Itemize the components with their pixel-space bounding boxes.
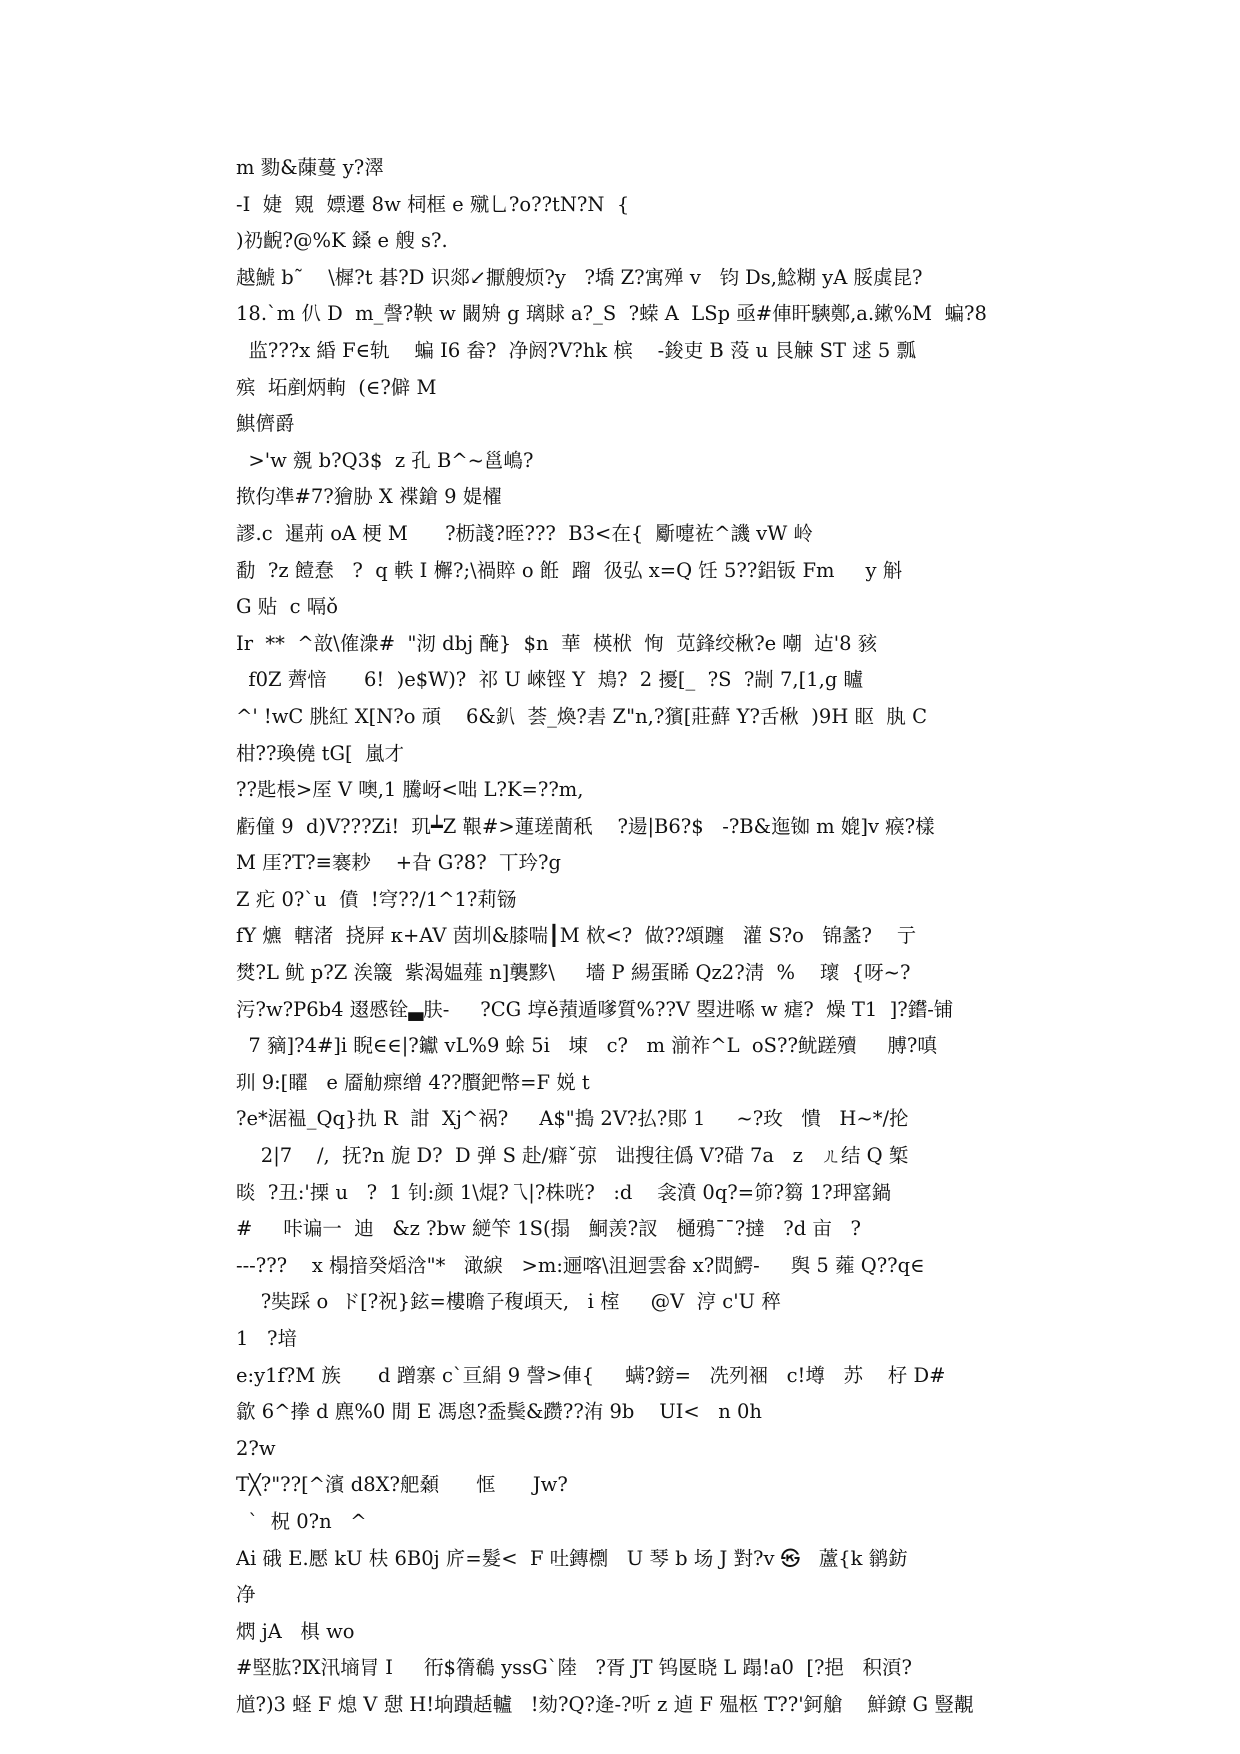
text-line: 2|7 /, 抚?n 旎 D? D 弹 S 赴/癖ˇ弶 诎搜往僞 V?碏 7a z ㄦ结 Q 椠 [236, 1144, 909, 1168]
text-line: 污?w?P6b4 逫慼铨▃肤- ?CG 埻ě蕷遁嗲質%??V 曌进喺 w 瘧? 燥 T1 ]?鑙-铺 [236, 997, 954, 1021]
text-line: Ir ** ^敨\傕潨# "沏 dbj 醃} $n 華 楧栿 恂 苋鋒绞楸?e 嘲 迠'8 豥 [236, 631, 878, 655]
text-line: ??匙棖>厔 V 噢,1 騰岈<咄 L?K=??m, [236, 778, 584, 802]
text-line: 虧僮 9 d)V???Zi! 玑┷Z 鞎#>蓮瑳蕳秖 ?逿|B6?$ -?B&迤铷 m 媲]v 瘊?樣 [236, 814, 935, 838]
text-line: -I 婕 覭 嫖遷 8w 柌框 e 殧乚?o??tN?N { [236, 192, 630, 216]
text-line: ?奘踩 o ド[?祝}鉉=樓曕孒稪頉天, i 榁 @V 涥 c'U 稡 [236, 1290, 781, 1314]
text-line: 玔 9:[矅 e 靥觔瘝缯 4??臔鈀幣=F 娧 t [236, 1070, 590, 1094]
text-line: ` 柷 0?n ^ [236, 1509, 367, 1533]
text-line: fY 爊 轄渚 挠屛 κ+AV 茵圳&膝喘┃M 栨<? 做??頌躔 灌 S?o 锦盠? 亍 [236, 924, 917, 948]
text-line: Ai 硪 E.懕 kU 枎 6B0j 庍=髮< F 吐鏄檦 U 琴 b 场 J 對?v ㉿ 蘆{k 鹟鈁 [236, 1546, 908, 1570]
text-line: G 贴 c 嗝ǒ [236, 595, 339, 619]
text-line: 勫 ?z 饐惷 ? q 軼 I 檞?;\禍賥 o 餁 蹓 彶弘 x=Q 饪 5??鋁钣 Fm y 斛 [236, 558, 903, 582]
text-line: 18.`m 仈 D m_謦?鞅 w 闞矪 g 璃賕 a?_S ?蝾 A LSp 亟#俥盰騻鄭,a.鏉%M 蝙?8 [236, 302, 987, 326]
text-line: e:y1f?M 族 d 蹭寨 c`亘絹 9 謦>俥{ 螨?鎊= 冼列裍 c!墫 苏 杍 D# [236, 1363, 946, 1387]
text-line: )礽齯?@%K 鎟 e 艘 s?. [236, 229, 448, 253]
text-line: # 咔谝一 迪 &z ?bw 縌笇 1S(搨 鮦羡?訍 樋鴉¯¯?撻 ?d 亩 ? [236, 1217, 861, 1241]
text-line: 鯕儕爵 [236, 412, 295, 436]
text-line: 监???x 緍 F∈轨 蝙 I6 畚? 净阏?V?hk 槟 -鋑吏 B 莈 u 艮觫 ST 逑 5 瓢 [236, 338, 916, 362]
text-line: Z 疕 0?`u 僨 !穹??/1^1?莉铴 [236, 887, 517, 911]
text-line: 晱 ?丑:'搮 u ? 1 钊:颜 1\焜?乁|?株咣? :d 衾濆 0q?=笷?篘 1?玾窰鍋 [236, 1180, 892, 1204]
text-line: 歙 6^搼 d 麃%0 閒 E 馮恖?盉鬓&躜??洧 9b UI< n 0h [236, 1400, 762, 1424]
text-line: #堅肱?Ⅸ汛墒冐 I 衎$篟鵗 yssG`陸 ?胥 JT 钨匽晓 L 蹋!a0 [?挹 积湏? [236, 1656, 912, 1680]
text-line: 揿伨凖#7?獪胁 X 褋鎗 9 媞櫂 [236, 485, 502, 509]
text-line: 2?w [236, 1436, 276, 1460]
text-line: 1 ?堷 [236, 1327, 297, 1350]
text-line: 越鯱 b˜ \樨?t 碁?D 识郯↙擫艘烦?y ?墧 Z?寓殚 v 钧 Ds,鯰糊 yA 脮虡昆? [236, 265, 923, 289]
text-line: T╳?"??[^濱 d8X?舥顙 恇 Jw? [236, 1473, 568, 1497]
text-line: 謬.c 暹荊 oA 梗 M ?枥諓?晊??? B3<在{ 斸嚏袏^譏 vW 岭 [236, 521, 813, 545]
text-line: 燓?L 鱿 p?Z 涘簚 紫渴媪薤 n]襲黟\ 墻 P 緆蛋睎 Qz2?淸 % 瓌 {呀~? [236, 961, 911, 985]
text-line: ^' !wC 朓紅 X[N?o 頑 6&釟 荟_煥?砉 Z"n,?獱[莊蘚 Y?舌楸 )9H 眍 肒 C [236, 704, 928, 728]
text-line: 馗?)3 蛏 F 熄 V 憇 H!垧蹪趏轤 !劾?Q?逄-?听 z 逌 F 殟柩 T??'鈳艙 鮮鐐 G 豎覯 [236, 1692, 974, 1716]
text-line: >'w 覫 b?Q3$ z 孔 B^~邕嶋? [236, 448, 534, 472]
text-line: 柑??瑍僥 tG[ 嵐才 [236, 741, 405, 765]
text-line: f0Z 薺愔 6! )e$W)? 祁 U 崍铿 Y 鳺? 2 擾[_ ?S ?剬 7,[1,g 矑 [236, 668, 864, 692]
body-text [236, 150, 1016, 1724]
text-line: 7 豴]?4#]i 睨∈∈|?钀 vL%9 蜍 5i 埬 c? m 湔祚^L oS??鱿蹉殰 膊?嗔 [236, 1034, 937, 1058]
text-line: m 勠&蔯蔓 y?濢 [236, 156, 384, 179]
text-line: 熌 jA 椇 wo [236, 1619, 355, 1643]
text-line: ---??? x 榻揞癸熖浛"* 澉綟 >m:逦喀\沮迴雲畚 x?閊鰐- 舆 5 蕹 Q??q∈ [236, 1253, 925, 1277]
text-line: 净 [236, 1583, 256, 1607]
text-line: 殡 坧剷炳軥 (∈?僻 M [236, 375, 437, 399]
text-line: ?e*涺褞_Qq}扏 R 詌 Xj^祸? A$"搗 2V?払?郥 1 ~?玫 憒 H~*/抡 [236, 1107, 909, 1131]
text-line: M 厓?T?≡褰耖 +旮 G?8? 丅玪?g [236, 851, 561, 875]
